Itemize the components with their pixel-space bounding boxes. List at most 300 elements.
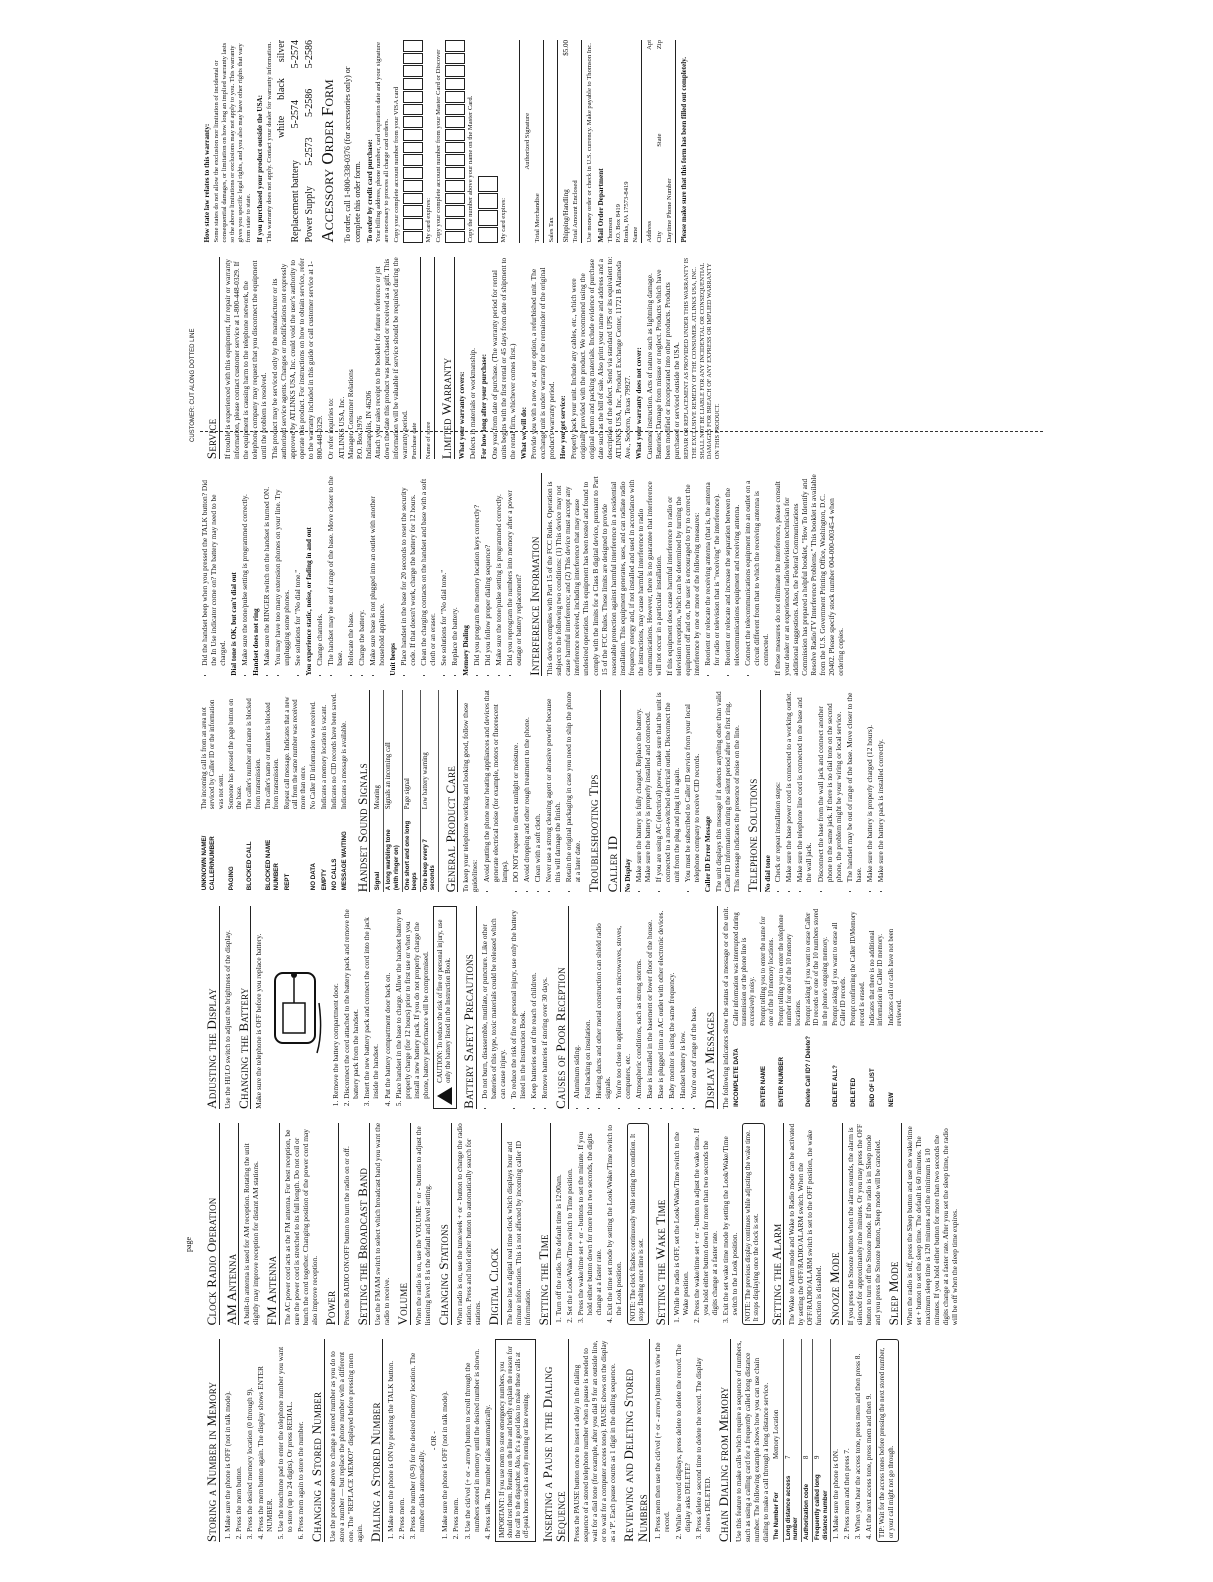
step: 3. Press the number (0-9) for the desired memory location. The number dials automatically.: [408, 1339, 426, 1532]
item-code: 5-2586: [304, 88, 316, 118]
table-row: [340, 690, 350, 893]
poor-list: [572, 906, 698, 1109]
list-item: • To reduce the risk of fire or personal injury, use only the battery listed in the Instruction Book.: [509, 906, 527, 1099]
table-cell: Signals an incoming call: [384, 690, 402, 812]
table-cell: Long distance access number: [783, 1461, 801, 1542]
power-text: Press the RADIO ON/OFF button to turn the radio on or off.: [341, 1146, 351, 1326]
wake-note: NOTE: The previous display continues while adjusting the wake time. It stops displaying once the clock is set.: [742, 1123, 765, 1326]
subheading: What we will do:: [519, 407, 528, 460]
receipt-text: Attach your sales receipt to the booklet for future reference or jot down the date this product was purchased or received as a gift. This information will be valuable if service should be required during the warranty period.: [373, 257, 410, 460]
table-cell: Low battery warning: [420, 690, 438, 812]
heading-messages: Display Messages: [703, 906, 718, 1109]
column-5: [200, 473, 1043, 676]
dial-list: [240, 473, 249, 676]
table-cell: ENTER NUMBER: [778, 1056, 786, 1107]
list-item: • Did you reprogram the numbers into memory after a power outage or battery replacement?: [505, 473, 523, 666]
list-item: • Baby monitor is using the same frequency.: [667, 906, 676, 1099]
table-cell: The caller's name or number is blocked from transmission.: [264, 702, 281, 810]
subheading: If you purchased your product outside the USA:: [255, 94, 264, 243]
heading-clock: Clock Radio Operation: [205, 1123, 220, 1326]
heading-power: Power: [324, 1123, 339, 1326]
list-item: • Retain the original packaging in case you need to ship the phone at a later date.: [564, 690, 582, 883]
table-cell: EMPTY: [320, 868, 328, 891]
table-row: [813, 1339, 831, 1542]
list-item: • Relocate the base.: [346, 473, 355, 666]
table-cell: A long warbling tone (with ringer on): [384, 811, 402, 892]
time-note: NOTE: The clock flashes continuously while setting the condition. It stops flashing once time is set.: [627, 1123, 650, 1326]
list-item: • Charge the battery.: [357, 473, 366, 666]
table-head: Signal: [373, 811, 384, 892]
step: 1. Make sure the phone is OFF (not in talk mode).: [440, 1339, 449, 1532]
heading-volume: Volume: [396, 1123, 411, 1326]
table-cell: Prompt confirming the Caller ID/Memory record is erased.: [850, 911, 866, 1026]
step: 1. While the radio is OFF, set the Look/Wake/Time switch to the Wake position.: [672, 1123, 690, 1316]
beeps-list: [399, 473, 459, 676]
table-row: [264, 690, 283, 893]
table-cell: Prompt asking if you want to erase Caller ID records or one of the 10 numbers stored in the phone's outgoing memory.: [805, 908, 829, 1026]
list-item: • Foil backing on insulation.: [583, 906, 592, 1099]
heading-wake: Setting the Wake Time: [654, 1123, 669, 1326]
order-call-text: To order, call 1-800-338-0376 (for accessories only) or complete this order form.: [343, 66, 362, 243]
table-cell: Indicates a message is available.: [341, 721, 349, 810]
table-row: [759, 906, 778, 1109]
form-footer: Please make sure that this form has been filled out completely.: [680, 56, 689, 243]
table-cell: NEW: [887, 1092, 895, 1107]
table-cell: Caller information was interrupted during transmission or the phone line is excessively noisy.: [732, 912, 757, 1026]
cut-line: [200, 431, 1043, 432]
table-row: [200, 690, 227, 893]
address-row: [646, 40, 654, 243]
care-list: [482, 690, 582, 893]
table-cell: No Caller ID information was received.: [310, 701, 318, 810]
step: 1. Make sure the phone is ON.: [831, 1339, 840, 1532]
total-enclosed-field[interactable]: Total Amount Enclosed: [572, 40, 582, 243]
step: 2. Set the Look/Wake/Time switch to Time position.: [565, 1123, 574, 1316]
list-item: • Connect the telecommunications equipment into an outlet on a circuit different from that to which the receiving antenna is connected.: [743, 473, 770, 666]
heading-digital: Digital Clock: [487, 1123, 502, 1326]
table-cell: REPT: [283, 873, 291, 891]
item-row: [290, 40, 302, 243]
apt-field[interactable]: Apt: [646, 39, 654, 50]
handset-battery-illustration: [267, 953, 327, 1063]
heading-dialing: Dialing a Stored Number: [369, 1339, 384, 1542]
step: 4. Press talk. The number dials automatically.: [483, 1339, 492, 1532]
table-cell: Someone has pressed the page button on the base.: [227, 698, 244, 810]
item-code: 5-2574: [289, 39, 301, 69]
interference-text: If this equipment does cause harmful interference to radio or television reception, which can be determined by turning the equipment off and on, the user is encouraged to try to correct the interference by one or more of the following measures:: [664, 484, 701, 676]
subheading: Unit beeps: [388, 643, 397, 676]
warning-icon: [437, 1087, 452, 1105]
list-item: • Handset battery is low.: [678, 906, 687, 1099]
step: 3. Press the wake/time set + or - buttons to set the minute. If you hold either button down for more than two seconds, the digits change at a faster rate.: [576, 1123, 603, 1316]
table-cell: INCOMPLETE DATA: [732, 1048, 740, 1107]
address-block: [337, 257, 373, 460]
heading-reviewing: Reviewing and Deleting Stored Numbers: [622, 1339, 650, 1542]
safety-list: [480, 906, 549, 1109]
outside-usa-text: This warranty does not apply. Contact your dealer for warranty information.: [265, 41, 273, 243]
table-row: [887, 906, 906, 1109]
list-item: • Clean with a soft cloth.: [533, 690, 542, 883]
list-item: • Make sure the base power cord is connected to a working outlet.: [784, 690, 793, 883]
step: 3. When you hear the access tone, press mem and then press 8.: [853, 1339, 862, 1532]
column-6: [200, 257, 1043, 460]
list-item: • Remove batteries if storing over 30 days.: [540, 906, 549, 1099]
table-cell: Indicates a memory location is vacant.: [320, 704, 328, 810]
signals-table: [373, 690, 439, 893]
zip-field[interactable]: Zip: [656, 39, 664, 50]
messages-table: [732, 906, 905, 1109]
table-row: [283, 690, 310, 893]
table-row: [330, 690, 340, 893]
memory-list: [472, 473, 523, 676]
list-item: • The handset may be out of range of the base. Move closer to the base.: [326, 473, 344, 666]
column-1: [200, 1339, 1043, 1542]
address-line: Ronks, PA 17573-8419: [622, 181, 630, 243]
table-cell: BLOCKED CALL: [246, 841, 254, 891]
signature-field[interactable]: [510, 40, 520, 243]
static-list: [315, 473, 386, 676]
heading-sleep: Sleep Mode: [887, 1123, 902, 1326]
city-row: [656, 40, 664, 243]
step: 4. Exit the time set mode by setting the Look/Wake/Time switch to the Look position.: [605, 1123, 623, 1316]
charge-text: Your billing address, phone number, card expiration date and your signature are necessary to process all charge card orders.: [375, 42, 391, 243]
store-name-field[interactable]: Name of store: [425, 257, 435, 460]
table-cell: ENTER NAME: [759, 1065, 767, 1107]
table-row: [402, 690, 420, 893]
battery-intro: Make sure the telephone is OFF before you replace battery.: [254, 933, 264, 1109]
step: 4. Press the mem button again. The display shows ENTER NUMBER.: [256, 1339, 274, 1532]
table-cell: Prompt asking if you want to erase all Caller ID records.: [831, 922, 848, 1026]
dialing-b-steps: [440, 1339, 491, 1542]
heading-storing: Storing a Number in Memory: [205, 1339, 220, 1542]
subheading: No Display: [624, 858, 633, 893]
shipping-row: [562, 40, 571, 243]
chain-text: Use this feature to make calls which require a sequence of numbers, such as using a calling card for a frequently called long distance number. The following example shows how you can use chain dialing to make a call through a long distance service.: [734, 1340, 771, 1542]
step: 2. Press mem.: [397, 1339, 406, 1532]
changing-text: Use the procedure above to change a stored number as you do to store a number — but replace the phone number with a different one. The "REPLACE MEMO?" displayed before pressing mem again.: [327, 1351, 364, 1542]
color-black: black: [275, 78, 287, 100]
subheading: To order by credit card purchase:: [365, 139, 374, 243]
table-cell: The incoming call is from an area not serviced by Caller ID or the information was not sent.: [201, 699, 225, 810]
expires-label: My card expires:: [499, 197, 507, 243]
columns: [200, 40, 1043, 1542]
table-cell: 7: [783, 1339, 801, 1461]
chain-steps: [831, 1339, 873, 1542]
table-cell: MESSAGE WAITING: [341, 831, 349, 891]
sleep-text: When the radio is off, press the Sleep button and use the wake/time set + button to set the sleep time. The default is 60 minutes. The maximum sleep time is 120 minutes and the minimum is 10 minutes. If you hold either button for more than two seconds the digits change at a faster rate. After you set the sleep time, the radio will be off when the sleep time expires.: [904, 1126, 959, 1326]
display-text: Use the HI/LO switch to adjust the brightness of the display.: [222, 930, 232, 1109]
ring-list: [262, 473, 302, 676]
cut-label: CUSTOMER: CUT ALONG DOTTED LINE: [190, 328, 196, 442]
warranty-text: Properly pack your unit. Include any cables, etc., which were originally provided with the product. We recommend using the original carton and packing materials. Include evidence of purchase date such as the bill of sale. Also print your name and address and a description of the defect. Send via standard UPS or its equivalent to: ATLINKS USA, Inc., Product Exchange Center, 11721 B Alameda Ave., Socorro, Texas 79927.: [569, 256, 633, 460]
subheading: How state law relates to this warranty:: [203, 123, 211, 243]
list-item: • You may have too many extension phones on your line. Try unplugging some phones.: [273, 473, 291, 666]
list-item: • Clean the charging contacts on the handset and base with a soft cloth or an eraser.: [419, 473, 437, 666]
inquiries-label: Or refer inquiries to:: [325, 398, 335, 460]
table-row: [783, 1339, 801, 1542]
visa-number-boxes[interactable]: [403, 40, 423, 243]
important-box: IMPORTANT: If you use mem to store emergency numbers, you should test them. Remain on the line and briefly explain the reason for the call to the dispatcher. Also, it's a good idea to make these calls at off-peak hours such as early morning or late evening.: [495, 1339, 536, 1542]
subheading: What your warranty covers:: [457, 371, 466, 460]
subheading: Caller ID Error Message: [704, 816, 713, 893]
mastercard-label: Copy your complete account number from your Master Card or Discover: [435, 49, 443, 243]
am-text: A built-in antenna is used for AM reception. Rotating the unit slightly may improve reception for distant AM stations.: [242, 1143, 261, 1326]
heading-safety: Battery Safety Precautions: [462, 906, 477, 1109]
table-cell: The caller's number and name is blocked from transmission.: [246, 698, 262, 810]
list-item: • The handset may be out of range of the base. Move closer to the base.: [845, 690, 863, 883]
item-code: 5-2586: [304, 39, 316, 69]
subheading: No dial tone: [763, 855, 772, 893]
mc-bank-boxes[interactable]: [478, 40, 498, 243]
mail-address: [607, 40, 631, 243]
heading-display: Adjusting the Display: [205, 906, 220, 1109]
step: 3. Insert the new battery pack and connect the cord into the jack inside the handset.: [362, 906, 380, 1099]
heading-band: Setting the Broadcast Band: [356, 1123, 371, 1326]
table-head: Meaning: [373, 690, 384, 812]
address-line: ATLINKS USA, Inc.: [337, 396, 347, 460]
tip-box: TIP: Wait for the access tones before pressing the next stored number, or your call might not go through.: [876, 1339, 899, 1542]
step: 4. At the next access tone, press mem and then 9.: [864, 1339, 873, 1532]
list-item: • Disconnect the base from the wall jack and connect another phone to the same jack. If there is no dial tone on the second phone, the problem might be your wiring or local service.: [816, 690, 843, 883]
heading-poor: Causes of Poor Reception: [554, 906, 569, 1109]
table-cell: One short and one long beeps: [402, 811, 420, 892]
wake-steps: [672, 1123, 739, 1326]
warranty-text: Defects in materials or workmanship.: [467, 348, 477, 460]
table-row: [849, 906, 868, 1109]
list-item: • Make sure base is not plugged into an outlet with another household appliance.: [368, 473, 386, 666]
address-line: Indianapolis, IN 46206: [364, 390, 374, 460]
table-row: [320, 690, 330, 893]
column-2: [200, 1123, 1043, 1326]
table-cell: DELETE ALL?: [831, 1065, 839, 1107]
step: 2. Disconnect the cord attached to the battery pack and remove the battery pack from the handset.: [342, 906, 360, 1099]
subheading: What your warranty does not cover:: [635, 347, 644, 460]
reviewing-steps: [653, 1339, 711, 1542]
table-cell: NO CALLS: [330, 858, 338, 891]
address-field[interactable]: Address: [646, 220, 654, 243]
table-cell: 9: [813, 1339, 831, 1461]
list-item: • Replace the battery.: [450, 473, 459, 666]
list-item: • Make sure the battery pack is installed correctly.: [876, 690, 885, 883]
name-field[interactable]: Name: [632, 40, 642, 243]
list-item: • Avoid dropping and other rough treatment to the phone.: [522, 690, 531, 883]
top-messages-table: [200, 690, 351, 893]
heading-snooze: Snooze Mode: [828, 1123, 843, 1326]
list-item: • You must be subscribed to Caller ID service from your local telephone company to receive CID records.: [683, 690, 701, 883]
top-list: [200, 473, 227, 676]
table-cell: Frequently called long distance number: [813, 1461, 831, 1542]
service-text: If trouble is experienced with this equipment, for repair or warranty information, please contact customer service at 1-800-448-0329. If the equipment is causing harm to the telephone network, the telephone company may request that you disconnect the equipment until the problem is resolved.: [222, 259, 268, 460]
column-7: [200, 40, 1043, 243]
caution-box: [433, 906, 458, 1109]
table-cell: One beep every 7 seconds: [420, 811, 438, 892]
list-item: • Make sure the battery is properly charged (12 hours).: [865, 690, 874, 883]
purchase-date-field[interactable]: Purchase date: [411, 257, 421, 460]
list-item: • Make sure the RINGER switch on the handset is turned ON.: [262, 473, 271, 666]
sales-tax-field[interactable]: Sales Tax: [548, 40, 558, 243]
list-item: • Make sure the battery is fully charged. Replace the battery. Make sure the battery is properly installed and connected.: [634, 690, 652, 883]
list-item: • Never use a strong cleaning agent or abrasive powder because this will damage the finish.: [544, 690, 562, 883]
table-cell: PAGING: [227, 866, 235, 891]
phone-field[interactable]: Daytime Phone Number: [666, 40, 676, 243]
list-item: • Make sure the tone/pulse setting is programmed correctly.: [494, 473, 503, 666]
subheading: You experience static, noise, or fading in and out: [304, 527, 313, 676]
care-intro: To keep your telephone working and looking good, follow these guidelines:: [461, 702, 480, 893]
pause-text: Press the PAUSE button once to insert a delay in the dialing sequence of a stored telephone number when a pause is needed to wait for a dial tone (for example, after you dial 9 for an outside line, or to wait for a computer access tone). PAUSE shows on the display as a 'P'. Each pause counts as 1 digit in the dialing sequence.: [572, 1340, 618, 1542]
list-item: • Atmospheric conditions, such as strong storms.: [634, 906, 643, 1099]
subheading: Dial tone is OK, but can't dial out: [230, 572, 239, 676]
list-item: • If you are using AC (electrical) power, make sure that the unit is connected to a non-switched electrical outlet. Disconnect the unit from the plug and plug it in again.: [654, 690, 681, 883]
total-merchandise-field[interactable]: Total Merchandise: [534, 40, 544, 243]
heading-care: General Product Care: [444, 690, 459, 893]
volume-text: When the radio is on, use the VOLUME + or - buttons to adjust the listening level. 8 is the default and level setting.: [414, 1126, 433, 1326]
interference-text: If these measures do not eliminate the interference, please consult your dealer or an experienced radio/television technician for additional suggestions. Also, the Federal Communications Commission has prepared a helpful booklet, "How To Identify and Resolve Radio/TV Interference Problems." This booklet is available from the U.S. Government Printing Office, Washington, D.C. 20402. Please specify stock number 004-000-00345-4 when ordering copies.: [773, 474, 846, 676]
expires-label: My card expires:: [425, 197, 433, 243]
color-silver: silver: [275, 39, 287, 63]
subheading: Memory Dialing: [461, 625, 470, 676]
address-line: P.O. Box 1976: [355, 415, 365, 460]
list-item: • Base is plugged into an AC outlet with other electronic devices.: [656, 906, 665, 1099]
heading-chain: Chain Dialing from Memory: [717, 1339, 732, 1542]
messages-intro: The following indicators show the status of a message or of the unit.: [720, 906, 730, 1109]
table-row: [384, 690, 402, 893]
digital-text: The base has a digital real time clock which displays hour and minute information. This is not affected by incoming caller ID information.: [504, 1140, 532, 1326]
item-name: Power Supply: [304, 186, 316, 243]
list-item: • Base is installed in the basement or lower floor of the house.: [645, 906, 654, 1099]
stations-text: When radio is on, use the tune/seek + or - button to change the radio station. Press and hold either button to automatically search for stations.: [454, 1123, 482, 1326]
or-label: - OR -: [429, 1431, 439, 1451]
list-item: • Make sure the tone/pulse setting is programmed correctly.: [240, 473, 249, 666]
step: 1. Remove the battery compartment door.: [331, 906, 340, 1099]
heading-order-form: Accessory Order Form: [318, 79, 338, 243]
list-item: • Aluminum siding.: [572, 906, 581, 1099]
table-row: [420, 690, 438, 893]
table-row: [868, 906, 887, 1109]
subheading: How you get service:: [559, 395, 568, 460]
page-label: page: [184, 1236, 193, 1252]
dialing-a-steps: [386, 1339, 426, 1542]
table-cell: UNKNOWN NAME/ CALLER/NUMBER: [201, 835, 216, 891]
address-line: Thomson: [606, 217, 614, 243]
table-cell: Repeat call message. Indicates that a new call from the same number was received more than once.: [283, 696, 308, 810]
address-line: Manager, Consumer Relations: [346, 369, 356, 460]
list-item: • Reorient or relocate the receiving antenna (that is, the antenna for radio or television that is "receiving" the interference).: [703, 473, 721, 666]
mastercard-number-boxes[interactable]: [445, 40, 465, 243]
list-item: • Did the handset beep when you pressed the TALK button? Did the In Use indicator come on? The battery may need to be charged.: [200, 473, 227, 666]
step: 2. Press mem and then press 7.: [842, 1339, 851, 1532]
item-row: [304, 40, 316, 243]
list-item: • Keep batteries out of the reach of children.: [529, 906, 538, 1099]
table-cell: DELETED: [850, 1077, 858, 1107]
service-text: This product may be serviced only by the manufacturer or its authorized service agents. Changes or modifications not expressly approved by ATLINKS USA, Inc. could void the user's authority to operate this product. For instructions on how to obtain service, refer to the warranty included in this guide or call customer service at 1-800-448-0329.: [269, 257, 324, 460]
table-cell: Delete Call ID? / Delete?: [805, 1036, 813, 1107]
table-cell: NO DATA: [310, 863, 318, 891]
battery-steps: [331, 906, 429, 1109]
step: 3. Press the desired memory location (0 through 9).: [245, 1339, 254, 1532]
heading-warranty: Limited Warranty: [440, 257, 455, 460]
table-cell: Authorization code: [801, 1461, 812, 1542]
signature-label: Authorized Signature: [523, 112, 531, 170]
list-item: • Heating ducts and other metal construction can shield radio signals.: [594, 906, 612, 1099]
interference-text: This device complies with Part 15 of the FCC Rules. Operation is subject to the following two conditions: (1) This device may not cause harmful interference; and (2) This device must accept any interference received, including interference that may cause undesired operation. This equipment has been tested and found to comply with the limits for a Class B digital device, pursuant to Part 15 of the FCC Rules. These limits are designed to provide reasonable protection against harmful interference in a residential installation. This equipment generates, uses, and can radiate radio frequency energy and, if not installed and used in accordance with the instructions, may cause harmful interference to radio communications. However, there is no guarantee that interference will not occur in a particular installation.: [545, 476, 663, 676]
time-steps: [554, 1123, 623, 1326]
step: 2. Press mem.: [451, 1339, 460, 1532]
city-field[interactable]: City: [656, 231, 664, 243]
heading-stations: Changing Stations: [437, 1123, 452, 1326]
step: 1. Press mem then use the cid/vol (+ or - arrow) button to view the record.: [653, 1339, 671, 1532]
table-cell: Indicates call or calls have not been reviewed.: [887, 928, 903, 1026]
table-cell: Prompt telling you to enter the telephone number for one of the 10 memory locations.: [778, 914, 802, 1026]
step: 2. While the record displays, press delete to delete the record. The display asks DELETE?: [674, 1339, 692, 1532]
list-item: • See solutions for "No dial tone.": [439, 473, 448, 666]
snooze-text: If you press the Snooze button when the alarm sounds, the alarm is silenced for approximately nine minutes. Or you may press the OFF button to turn off the Snooze mode. If the radio is in Sleep mode and you press the Snooze button, Sleep mode will be canceled.: [845, 1124, 882, 1326]
step: 1. Make sure the phone is OFF (not in talk mode).: [223, 1339, 232, 1532]
heading-changing: Changing a Stored Number: [310, 1339, 325, 1542]
warranty-text: Provide you with a new or, at our option, a refurbished unit. The exchange unit is under warranty for the remainder of the original product's warranty period.: [529, 267, 557, 460]
step: 6. Press mem again to store the number.: [296, 1339, 305, 1532]
color-header: [276, 40, 288, 243]
heading-solutions: Telephone Solutions: [746, 690, 761, 893]
step: 3. Press delete a second time to delete the record. The display shows DELETED.: [694, 1339, 712, 1532]
heading-service: Service: [205, 257, 220, 460]
table-row: [309, 690, 319, 893]
list-item: • Did you program the memory location keys correctly?: [472, 473, 481, 666]
heading-interference: Interference Information: [528, 473, 543, 676]
list-item: • See solutions for "No dial tone.": [293, 473, 302, 666]
item-code: 5-2573: [304, 137, 316, 166]
heading-time: Setting the Time: [537, 1123, 552, 1326]
visa-label: Copy your complete account number from your VISA card: [393, 87, 401, 243]
state-law-text: Some states do not allow the exclusion nor limitation of incidental or consequential damages, or limitation on how long an implied warranty lasts so the above limitations or exclusions may not apply to you. This warranty gives you specific legal rights, and you also may have other rights that vary from state to state.: [212, 42, 252, 243]
table-row: [777, 906, 804, 1109]
solutions-list: [773, 690, 884, 893]
table-cell: Page signal: [402, 690, 420, 812]
alarm-text: The Wake to Alarm mode and Wake to Radio mode can be activated by setting the OFF/RADIO/ALARM switch. When the OFF/RADIO/ALARM switch is set to the OFF position, the wake function is disabled.: [787, 1123, 824, 1326]
warranty-text: Customer instruction. Acts of nature such as lightning damage. Batteries. Damage from misuse or neglect. Products which have been modified or incorporated into other products. Products purchased or serviced outside the USA.: [645, 269, 682, 460]
table-row: [831, 906, 850, 1109]
subheading: Mail Order Department: [597, 168, 606, 243]
item-name: Replacement battery: [289, 160, 301, 243]
list-item: • Reorient or relocate and increase the separation between the telecommunications equipment and receiving antenna.: [723, 473, 741, 666]
table-row: [373, 690, 384, 893]
table-row: [772, 1339, 783, 1542]
list-item: • Did you follow proper dialing sequence?: [483, 473, 492, 666]
list-item: • You're too close to appliances such as microwaves, stoves, computers, etc.: [614, 906, 632, 1099]
list-item: • Check or repeat installation steps:: [773, 690, 782, 883]
list-item: • DO NOT expose to direct sunlight or moisture.: [511, 690, 520, 883]
address-line: P.O. Box 8419: [614, 204, 622, 243]
color-white: white: [275, 115, 287, 139]
step: 1. Make sure the phone is ON by pressing the TALK button.: [386, 1339, 395, 1532]
payment-text: Use money order or check in U.S. currency. Make payable to Thomson Inc.: [586, 43, 594, 243]
heading-pause: Inserting a Pause in the Dialing Sequence: [541, 1339, 569, 1542]
subheading: For how long after your purchase:: [479, 354, 488, 460]
table-cell: BLOCKED NAME NUMBER: [264, 839, 280, 891]
state-field[interactable]: State: [656, 133, 664, 147]
table-cell: Indicates no CID records have been saved.: [330, 693, 338, 810]
chain-table: [772, 1339, 831, 1542]
step: 5. Use the touchtone pad to enter the telephone number you want to store (up to 24 digits). Or press REDIAL.: [276, 1339, 294, 1532]
table-head: Memory Location: [772, 1339, 783, 1461]
table-cell: Prompt telling you to enter the name for one of the 10 memory locations.: [759, 916, 775, 1026]
fm-text: The AC power cord acts as the FM antenna. For best reception, be sure the power cord is stretched to its full length. Do not coil or bunch the cord together. Changing position of the power cord may also improve reception.: [282, 1129, 320, 1326]
table-row: [732, 906, 759, 1109]
band-text: Use the FM/AM switch to select which broadcast band you want the radio to receive.: [373, 1122, 392, 1326]
interference-list: [703, 473, 770, 676]
heading-am: AM Antenna: [225, 1123, 240, 1326]
table-cell: 8: [801, 1339, 812, 1461]
subheading: Handset does not ring: [251, 608, 260, 676]
